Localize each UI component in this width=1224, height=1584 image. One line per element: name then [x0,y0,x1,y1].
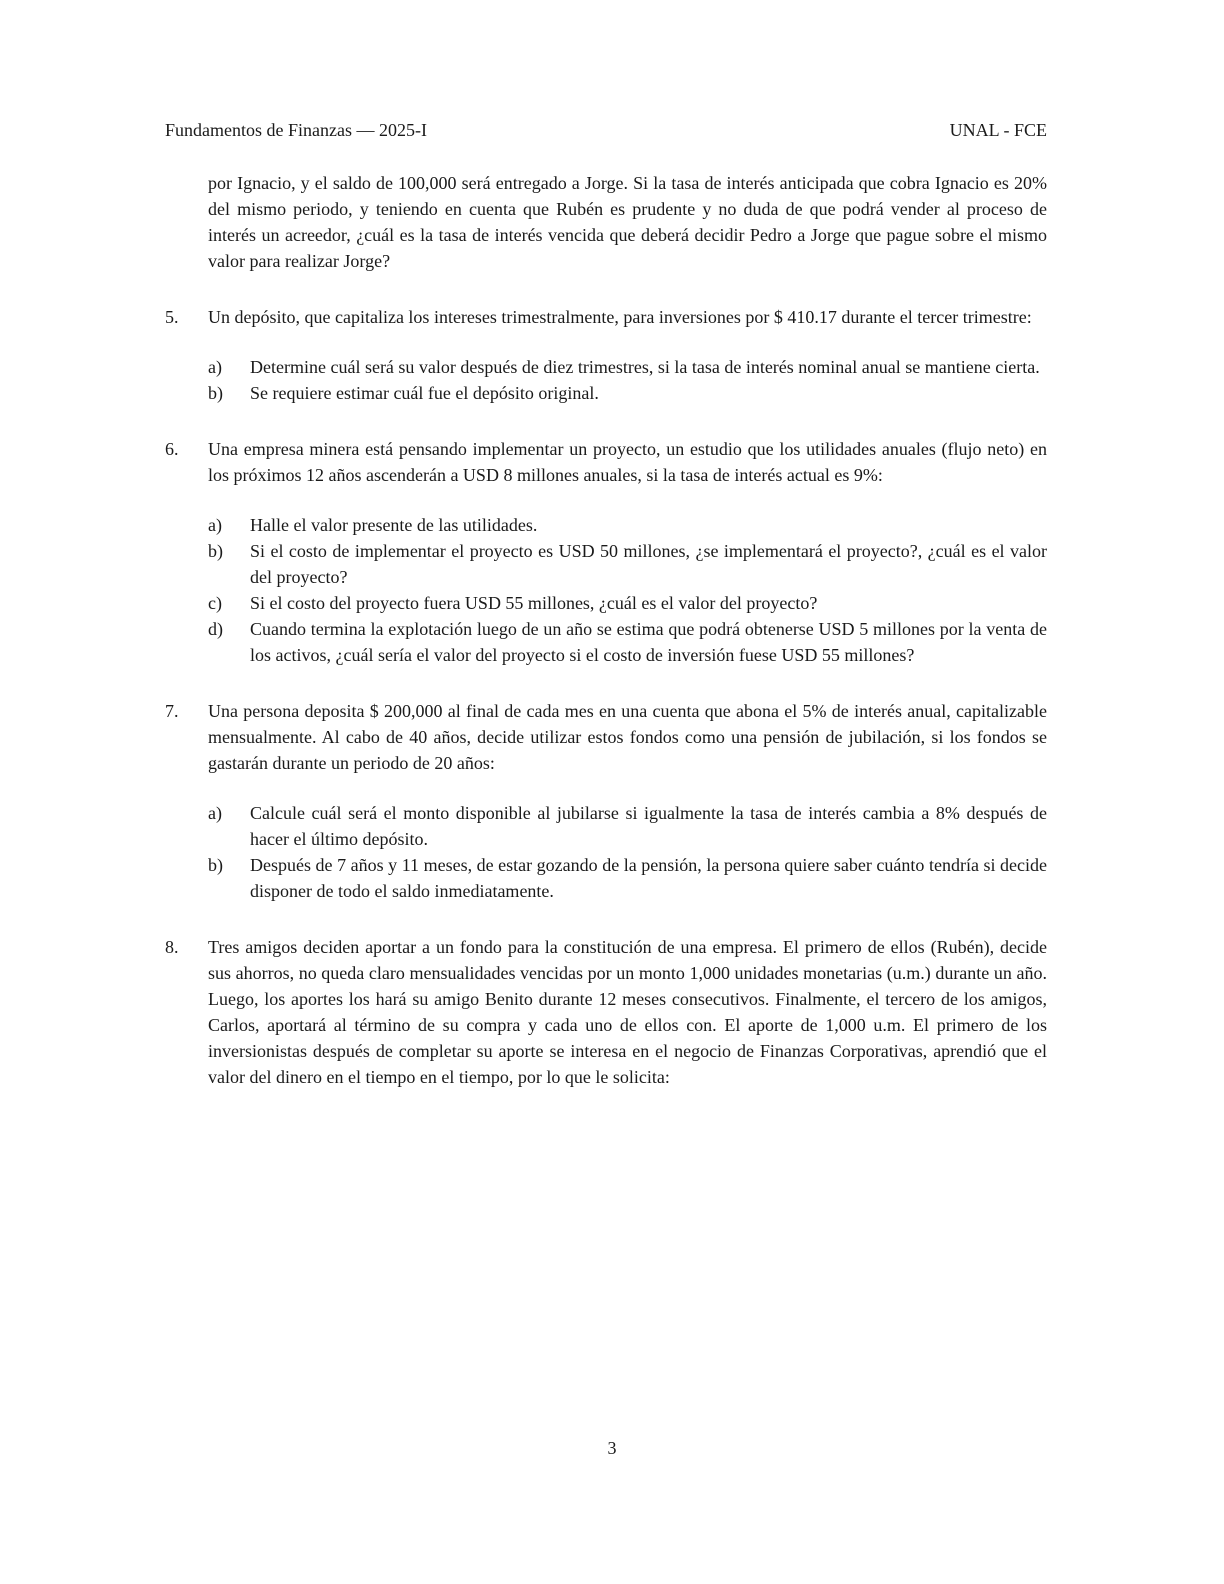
item-text: Cuando termina la explotación luego de un año se estima que podrá obtenerse USD 5 millones por la venta de los activos, ¿cuál sería el valor del proyecto si el costo de inversión fuese USD 55 millones? [250,619,1047,665]
list-item [208,512,1047,538]
problem-statement: Un depósito, que capitaliza los intereses trimestralmente, para inversiones por $ 410.17 durante el tercer trimestre: [208,307,1032,327]
list-item [208,800,1047,852]
list-item [208,852,1047,904]
list-item [208,538,1047,590]
item-label: b) [208,855,223,875]
problem-5 [165,304,1047,406]
list-item [208,380,1047,406]
problem-6 [165,436,1047,668]
list-item [208,590,1047,616]
item-text: Halle el valor presente de las utilidades. [250,515,538,535]
item-label: b) [208,383,223,403]
item-text: Determine cuál será su valor después de diez trimestres, si la tasa de interés nominal anual se mantiene cierta. [250,357,1040,377]
item-label: a) [208,515,222,535]
item-label: a) [208,803,222,823]
continued-paragraph: por Ignacio, y el saldo de 100,000 será entregado a Jorge. Si la tasa de interés anticipada que cobra Ignacio es 20% del mismo periodo, y teniendo en cuenta que Rubén es prudente y no duda de que podrá vender al proceso de interés un acreedor, ¿cuál es la tasa de interés vencida que deberá decidir Pedro a Jorge que pague sobre el mismo valor para realizar Jorge? [208,173,1047,271]
item-text: Calcule cuál será el monto disponible al jubilarse si igualmente la tasa de interés cambia a 8% después de hacer el último depósito. [250,803,1047,849]
page-header [165,118,1047,142]
problem-items [165,354,1047,406]
problem-items [165,800,1047,904]
item-label: c) [208,593,222,613]
header-institution: UNAL - FCE [949,120,1047,140]
item-text: Si el costo de implementar el proyecto es USD 50 millones, ¿se implementará el proyecto?, ¿cuál es el valor del proyecto? [250,541,1047,587]
page-number: 3 [607,1438,617,1458]
header-course-title: Fundamentos de Finanzas — 2025-I [165,120,427,140]
problem-number: 5. [165,307,179,327]
list-item [208,354,1047,380]
item-text: Se requiere estimar cuál fue el depósito original. [250,383,599,403]
problem-statement: Una empresa minera está pensando implementar un proyecto, un estudio que los utilidades anuales (flujo neto) en los próximos 12 años ascenderán a USD 8 millones anuales, si la tasa de interés actual es 9%: [208,439,1047,485]
problem-statement: Una persona deposita $ 200,000 al final de cada mes en una cuenta que abona el 5% de interés anual, capitalizable mensualmente. Al cabo de 40 años, decide utilizar estos fondos como una pensión de jubilación, si los fondos se gastarán durante un periodo de 20 años: [208,701,1047,773]
problem-number: 8. [165,937,179,957]
problem-8 [165,934,1047,1090]
problem-7 [165,698,1047,904]
problem-number: 6. [165,439,179,459]
item-label: d) [208,619,223,639]
item-text: Si el costo del proyecto fuera USD 55 millones, ¿cuál es el valor del proyecto? [250,593,818,613]
problem-statement: Tres amigos deciden aportar a un fondo para la constitución de una empresa. El primero de ellos (Rubén), decide sus ahorros, no queda claro mensualidades vencidas por un monto 1,000 unidades monetarias (u.m.) durante un año. Luego, los aportes los hará su amigo Benito durante 12 meses consecutivos. Finalmente, el tercero de los amigos, Carlos, aportará al término de su compra y cada uno de ellos con. El aporte de 1,000 u.m. El primero de los inversionistas después de completar su aporte se interesa en el negocio de Finanzas Corporativas, aprendió que el valor del dinero en el tiempo en el tiempo, por lo que le solicita: [208,937,1047,1087]
page-content [165,170,1047,1090]
item-text: Después de 7 años y 11 meses, de estar gozando de la pensión, la persona quiere saber cuánto tendría si decide disponer de todo el saldo inmediatamente. [250,855,1047,901]
list-item [208,616,1047,668]
problem-number: 7. [165,701,179,721]
item-label: b) [208,541,223,561]
item-label: a) [208,357,222,377]
problem-items [165,512,1047,668]
